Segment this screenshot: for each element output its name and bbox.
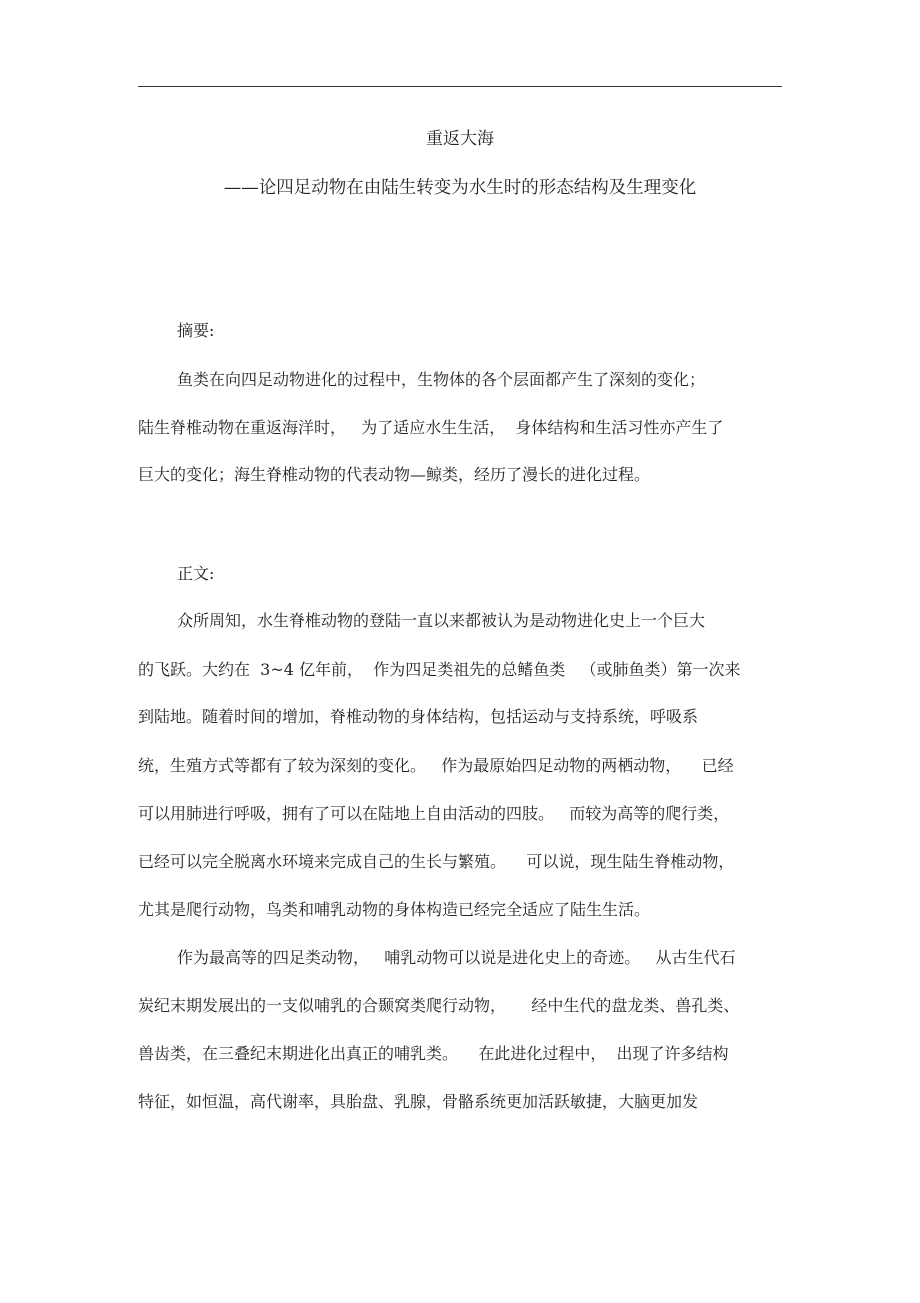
abstract-line: 陆生脊椎动物在重返海洋时， 为了适应水生生活， 身体结构和生活习性亦产生了 xyxy=(138,418,724,437)
body-paragraph-line: 已经可以完全脱离水环境来完成自己的生长与繁殖。 可以说，现生陆生脊椎动物， xyxy=(138,852,735,871)
body-paragraph-line: 到陆地。随着时间的增加，脊椎动物的身体结构，包括运动与支持系统，呼吸系 xyxy=(138,707,699,726)
body-paragraph-line: 可以用肺进行呼吸，拥有了可以在陆地上自由活动的四肢。 而较为高等的爬行类， xyxy=(138,804,730,823)
body-paragraph-line: 特征，如恒温，高代谢率，具胎盘、乳腺，骨骼系统更加活跃敏捷，大脑更加发 xyxy=(138,1092,699,1111)
body-paragraph-line: 统，生殖方式等都有了较为深刻的变化。 作为最原始四足动物的两栖动物， 已经 xyxy=(138,756,734,775)
abstract-line: 巨大的变化；海生脊椎动物的代表动物—鲸类，经历了漫长的进化过程。 xyxy=(138,465,651,484)
header-rule xyxy=(138,86,782,87)
body-paragraph-line: 兽齿类，在三叠纪末期进化出真正的哺乳类。 在此进化过程中， 出现了许多结构 xyxy=(138,1044,729,1063)
body-paragraph-line: 作为最高等的四足类动物， 哺乳动物可以说是进化史上的奇迹。 从古生代石 xyxy=(177,948,736,967)
body-paragraph-line: 的飞跃。大约在 3~4 亿年前， 作为四足类祖先的总鳍鱼类 （或肺鱼类）第一次来 xyxy=(138,660,741,679)
document-title: 重返大海 xyxy=(426,129,494,149)
body-paragraph-line: 尤其是爬行动物，鸟类和哺乳动物的身体构造已经完全适应了陆生生活。 xyxy=(138,900,651,919)
body-paragraph-line: 炭纪末期发展出的一支似哺乳的合颞窝类爬行动物， 经中生代的盘龙类、兽孔类、 xyxy=(138,996,740,1015)
abstract-line: 鱼类在向四足动物进化的过程中，生物体的各个层面都产生了深刻的变化； xyxy=(177,370,706,389)
abstract-heading: 摘要: xyxy=(177,321,215,340)
body-paragraph-line: 众所周知，水生脊椎动物的登陆一直以来都被认为是动物进化史上一个巨大 xyxy=(177,611,706,630)
body-heading: 正文: xyxy=(177,564,215,583)
document-subtitle: ——论四足动物在由陆生转变为水生时的形态结构及生理变化 xyxy=(223,178,697,198)
